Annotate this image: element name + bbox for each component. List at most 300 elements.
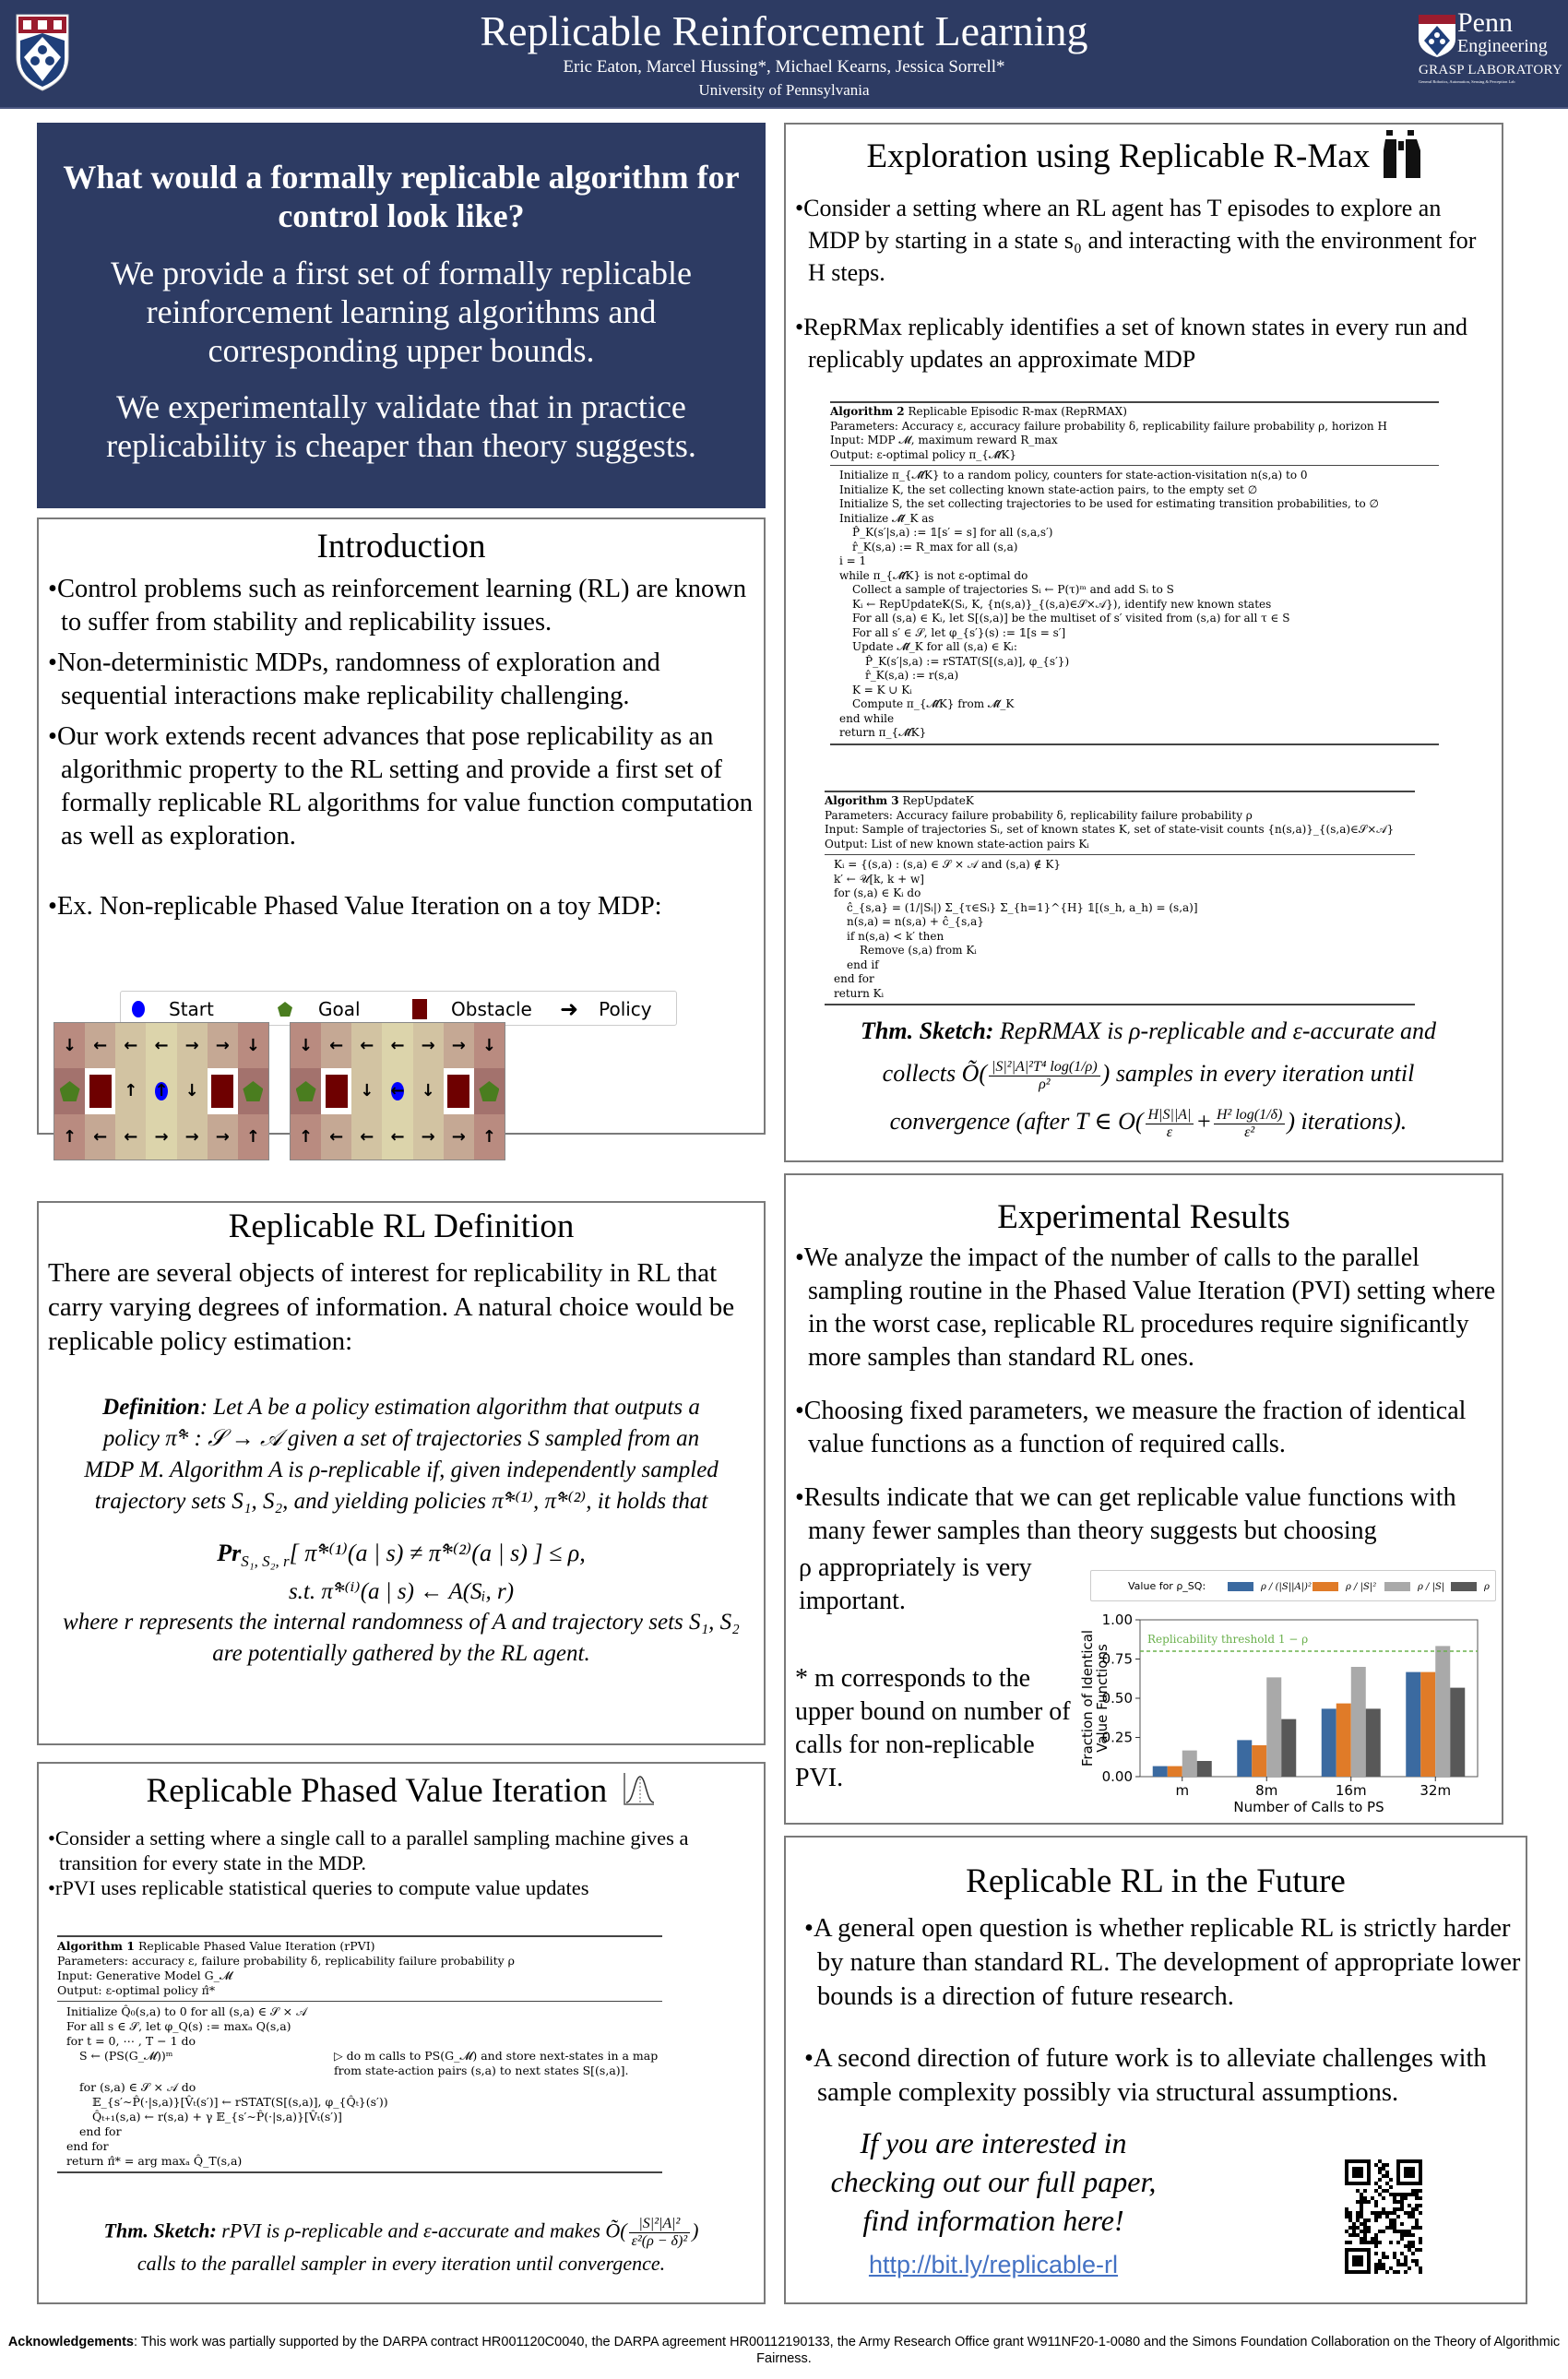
- bar-8m-series-0: [1237, 1740, 1252, 1777]
- policy-arrow-icon: →: [421, 1036, 435, 1056]
- obstacle-cell: [444, 1068, 474, 1113]
- ack-label: Acknowledgements: [7, 2335, 134, 2349]
- qr-module: [1385, 2163, 1389, 2167]
- qr-module: [1393, 2252, 1396, 2255]
- qr-module: [1363, 2230, 1367, 2233]
- acknowledgements: [0, 2334, 1568, 2367]
- y-axis-label: Fraction of Identical: [1079, 1629, 1096, 1767]
- thm-den: ε²(ρ − δ)²: [631, 2233, 688, 2249]
- goal-cell: [474, 1068, 505, 1113]
- algo-line: [834, 886, 1415, 901]
- qr-module: [1378, 2230, 1382, 2233]
- algorithm-2-header: [830, 403, 1439, 466]
- thm-num: H² log(1/δ): [1214, 1107, 1285, 1124]
- grid-cell: [474, 1114, 505, 1160]
- grid-cell: [54, 1023, 85, 1068]
- obstacle-icon: [89, 1075, 112, 1108]
- legend-swatch: [1228, 1582, 1253, 1591]
- qr-module: [1389, 2178, 1393, 2182]
- algo-line-text: K = K ∪ Kᵢ: [852, 683, 912, 696]
- qr-module: [1382, 2263, 1385, 2266]
- algo-line-text: i = 1: [839, 554, 867, 567]
- grid-cell: [321, 1023, 351, 1068]
- grid-cell: [85, 1114, 115, 1160]
- qr-module: [1356, 2233, 1360, 2237]
- qr-module: [1345, 2207, 1348, 2211]
- algo-line: [839, 640, 1439, 655]
- algo-line-text: Kᵢ ← RepUpdateK(Sᵢ, K, {n(s,a)}_{(s,a)∈𝒮×𝒜}), identify new known states: [852, 597, 1272, 611]
- exploration-bullets: [786, 192, 1502, 375]
- qr-module: [1378, 2159, 1382, 2163]
- qr-module: [1400, 2207, 1404, 2211]
- algo-line-text: Update 𝓜̂_K for all (s,a) ∈ Kᵢ:: [852, 640, 1017, 653]
- qr-module: [1360, 2215, 1363, 2218]
- qr-module: [1374, 2266, 1378, 2270]
- qr-finder: [1345, 2182, 1371, 2185]
- policy-arrow-icon: ↓: [299, 1036, 314, 1056]
- algo-name: Algorithm 2: [830, 405, 905, 418]
- algo-line: [834, 915, 1415, 930]
- qr-module: [1363, 2241, 1367, 2244]
- legend-swatch: [1384, 1582, 1410, 1591]
- algo-line-text: end while: [839, 711, 895, 725]
- rpvi-title-text: Replicable Phased Value Iteration: [146, 1772, 608, 1810]
- thm-den: ε: [1166, 1124, 1173, 1140]
- algo-line: [834, 930, 1415, 945]
- algo-line: [66, 2034, 662, 2049]
- qr-module: [1348, 2211, 1352, 2215]
- algo-line: [839, 554, 1439, 569]
- grid-cell: [208, 1023, 238, 1068]
- policy-arrow-icon: ↓: [360, 1081, 374, 1101]
- obstacle-icon: [211, 1075, 233, 1108]
- algo-line-text: Compute π_{𝓜̂K} from 𝓜̂_K: [852, 697, 1015, 710]
- bar-16m-series-3: [1366, 1708, 1381, 1777]
- qr-module: [1385, 2215, 1389, 2218]
- experiment-note: * m corresponds to the upper bound on number of calls for non-replicable PVI.: [795, 1664, 1071, 1792]
- qr-module: [1374, 2200, 1378, 2204]
- algo-line: [839, 626, 1439, 641]
- y-tick-label: 0.00: [1101, 1768, 1133, 1785]
- rpvi-bullet: •Consider a setting where a single call to a parallel sampling machine gives a transition for every state in the MDP.: [48, 1826, 689, 1875]
- goal-cell: [291, 1068, 321, 1113]
- algo-line-text: P̂_K(s′|s,a) := rSTAT(S[(s,a)], φ_{s′}): [865, 654, 1070, 668]
- logo-engineering-text: Engineering: [1457, 36, 1548, 56]
- future-panel: [784, 1836, 1527, 2304]
- qr-module: [1356, 2218, 1360, 2222]
- qr-module: [1382, 2174, 1385, 2178]
- qr-module: [1382, 2266, 1385, 2270]
- qr-finder: [1367, 2159, 1371, 2185]
- qr-module: [1348, 2233, 1352, 2237]
- legend-label: ρ / (|S||A|)²: [1261, 1581, 1312, 1592]
- algo-line: [839, 497, 1439, 512]
- algo-params: Parameters: Accuracy failure probability δ, replicability failure probability ρ: [825, 808, 1253, 822]
- algo-line-text: Initialize 𝓜̂_K as: [839, 511, 934, 525]
- algo-line-text: For all s ∈ 𝒮, let φ_Q(s) := maxₐ Q(s,a): [66, 2019, 291, 2033]
- policy-arrow-icon: ↓: [245, 1036, 260, 1056]
- formula-pr: Pr: [217, 1540, 242, 1566]
- policy-arrow-icon: ↑: [63, 1126, 77, 1147]
- algo-line-text: if n(s,a) < k′ then: [847, 929, 944, 943]
- algo-line: [839, 469, 1439, 483]
- algo-line: [839, 669, 1439, 684]
- qr-finder: [1345, 2248, 1371, 2252]
- policy-arrow-icon: →: [184, 1036, 199, 1056]
- paper-link[interactable]: http://bit.ly/replicable-rl: [868, 2251, 1119, 2278]
- intro-bullet: •Control problems such as reinforcement learning (RL) are known to suffer from stability and replicability issues.: [48, 575, 747, 636]
- algo-line-text: For all s′ ∈ 𝒮, let φ_{s′}(s) := 𝟙[s = s′]: [852, 625, 1066, 639]
- qr-module: [1345, 2215, 1348, 2218]
- policy-arrow-icon: ←: [390, 1036, 405, 1056]
- qr-module: [1371, 2237, 1374, 2241]
- qr-module: [1415, 2196, 1419, 2200]
- poster-title: Replicable Reinforcement Learning: [480, 7, 1088, 54]
- chart-legend: [1090, 1570, 1496, 1601]
- experiment-title: Experimental Results: [997, 1198, 1290, 1236]
- algo-line: [834, 944, 1415, 958]
- experimental-results-panel: [784, 1173, 1503, 1825]
- qr-module: [1419, 2204, 1422, 2207]
- y-tick-label: 0.75: [1101, 1650, 1133, 1668]
- qr-finder: [1396, 2182, 1422, 2185]
- policy-arrow-icon: →: [154, 1126, 169, 1147]
- algo-line-text: for (s,a) ∈ 𝒮 × 𝒜 do: [79, 2080, 196, 2094]
- qr-module: [1408, 2233, 1411, 2237]
- algo-line: [66, 2154, 662, 2169]
- policy-arrow-icon: ↓: [63, 1036, 77, 1056]
- algo-line: [66, 2095, 662, 2110]
- grid-cell: [413, 1068, 444, 1113]
- algo-line-text: Initialize π_{𝓜̂K} to a random policy, counters for state-action-visitation n(s,a) to 0: [839, 469, 1308, 482]
- qr-module: [1378, 2266, 1382, 2270]
- qr-module: [1404, 2263, 1408, 2266]
- algo-line-text: while π_{𝓜̂K} is not ε-optimal do: [839, 568, 1028, 582]
- qr-module: [1404, 2244, 1408, 2248]
- qr-module: [1408, 2266, 1411, 2270]
- qr-module: [1352, 2222, 1356, 2226]
- x-tick-label: 16m: [1335, 1782, 1367, 1799]
- algo-line: [839, 483, 1439, 498]
- algorithm-1-body: [57, 2002, 662, 2171]
- algorithm-1-header: [57, 1937, 662, 2002]
- qr-module: [1419, 2211, 1422, 2215]
- policy-arrow-icon: →: [215, 1036, 230, 1056]
- x-tick-label: m: [1175, 1782, 1190, 1799]
- qr-module: [1419, 2270, 1422, 2274]
- goal-icon: [296, 1081, 316, 1101]
- qr-module: [1404, 2270, 1408, 2274]
- grid-cell: [444, 1023, 474, 1068]
- qr-module: [1378, 2185, 1382, 2189]
- legend-label: ρ: [1484, 1581, 1490, 1592]
- explore-bullet: •Consider a setting where an RL agent has T episodes to explore an MDP by starting in a state s₀ and interacting with the environment for H steps.: [795, 195, 1477, 286]
- qr-module: [1393, 2211, 1396, 2215]
- poster-authors: Eric Eaton, Marcel Hussing*, Michael Kearns, Jessica Sorrell*: [563, 57, 1005, 77]
- thm-close: ): [692, 2218, 699, 2242]
- policy-arrow-icon: ←: [93, 1126, 108, 1147]
- algorithm-3-body: [825, 855, 1415, 1004]
- qr-module: [1415, 2263, 1419, 2266]
- policy-arrow-icon: ←: [329, 1126, 344, 1147]
- thm-collects: collects Õ(: [882, 1060, 987, 1087]
- grid-cell: [474, 1023, 505, 1068]
- algo-line: [66, 2049, 662, 2080]
- bar-32m-series-0: [1406, 1672, 1420, 1777]
- qr-module: [1382, 2196, 1385, 2200]
- qr-module: [1382, 2211, 1385, 2215]
- qr-module: [1400, 2237, 1404, 2241]
- policy-arrow-icon: ←: [124, 1126, 138, 1147]
- qr-module: [1389, 2222, 1393, 2226]
- algo-line: [66, 2080, 662, 2095]
- qr-module: [1348, 2226, 1352, 2230]
- qr-module: [1400, 2233, 1404, 2237]
- thm-fraction-2: [1146, 1107, 1194, 1141]
- qr-module: [1389, 2266, 1393, 2270]
- qr-module: [1378, 2178, 1382, 2182]
- qr-module: [1374, 2182, 1378, 2185]
- qr-module: [1415, 2222, 1419, 2226]
- results-bar-chart: [1081, 1611, 1496, 1823]
- algo-line-text: Kᵢ = {(s,a) : (s,a) ∈ 𝒮 × 𝒜 and (s,a) ∉ K}: [834, 858, 1061, 871]
- qr-module: [1363, 2222, 1367, 2226]
- algo-line-text: ĉ_{s,a} = (1/|Sᵢ|) Σ_{τ∈Sᵢ} Σ_{h=1}^{H} 𝟙[(s_h, a_h) = (s,a)]: [847, 900, 1198, 914]
- grid-cell: [115, 1114, 146, 1160]
- future-bullets: [786, 1911, 1526, 2110]
- qr-module: [1385, 2255, 1389, 2259]
- obstacle-cell: [85, 1068, 115, 1113]
- legend-swatch: [1451, 1582, 1477, 1591]
- qr-module: [1360, 2241, 1363, 2244]
- qr-finder: [1367, 2248, 1371, 2274]
- qr-module: [1389, 2241, 1393, 2244]
- policy-arrow-icon: ↑: [299, 1126, 314, 1147]
- bar-m-series-2: [1182, 1751, 1197, 1777]
- legend-obstacle: [412, 997, 532, 1021]
- algo-line-text: return π̂* = arg maxₐ Q̂_T(s,a): [66, 2154, 243, 2168]
- policy-arrow-icon: ←: [124, 1036, 138, 1056]
- formula-body: [ π̂*⁽¹⁾(a | s) ≠ π̂*⁽²⁾(a | s) ] ≤ ρ,: [289, 1540, 586, 1566]
- qr-module: [1389, 2211, 1393, 2215]
- qr-module: [1396, 2270, 1400, 2274]
- qr-module: [1411, 2226, 1415, 2230]
- algo-line-text: end for: [79, 2124, 122, 2138]
- qr-module: [1411, 2252, 1415, 2255]
- qr-module: [1378, 2193, 1382, 2196]
- qr-module: [1400, 2230, 1404, 2233]
- key-question: What would a formally replicable algorithm for control look like?: [63, 159, 740, 234]
- qr-module: [1393, 2222, 1396, 2226]
- algo-line: [839, 512, 1439, 527]
- policy-arrow-icon: ←: [360, 1036, 374, 1056]
- qr-module: [1385, 2211, 1389, 2215]
- algo-line-text: return Kᵢ: [834, 986, 885, 1000]
- algo-line-text: Initialize Q̂₀(s,a) to 0 for all (s,a) ∈ 𝒮 × 𝒜: [66, 2004, 307, 2018]
- qr-module: [1374, 2263, 1378, 2266]
- qr-module: [1393, 2218, 1396, 2222]
- qr-module: [1419, 2226, 1422, 2230]
- bar-m-series-0: [1153, 1766, 1168, 1777]
- rpvi-theorem: [39, 2216, 764, 2278]
- grid-cell: [291, 1114, 321, 1160]
- algo-line: [834, 987, 1415, 1002]
- grid-cell: [208, 1114, 238, 1160]
- start-cell: [146, 1068, 176, 1113]
- algo-line-text: r̂_K(s,a) := R_max for all (s,a): [852, 540, 1018, 553]
- qr-module: [1363, 2218, 1367, 2222]
- reprmax-theorem: [804, 1013, 1492, 1146]
- qr-module: [1419, 2189, 1422, 2193]
- grid-cell: [177, 1068, 208, 1113]
- qr-module: [1363, 2237, 1367, 2241]
- qr-module: [1374, 2204, 1378, 2207]
- qr-module: [1360, 2211, 1363, 2215]
- experiment-bullet-tail: ρ appropriately is very important.: [799, 1553, 1032, 1615]
- algo-line-text: Initialize K, the set collecting known state-action pairs, to the empty set ∅: [839, 482, 1258, 496]
- obstacle-cell: [321, 1068, 351, 1113]
- qr-module: [1382, 2230, 1385, 2233]
- qr-module: [1367, 2218, 1371, 2222]
- grid-cell: [177, 1023, 208, 1068]
- penn-small-shield-icon: [1419, 15, 1455, 57]
- qr-module: [1356, 2189, 1360, 2193]
- qr-module: [1415, 2248, 1419, 2252]
- formula-sub: S₁, S₂, r: [241, 1552, 290, 1571]
- thm-end: ) iterations).: [1287, 1108, 1408, 1135]
- qr-module: [1374, 2241, 1378, 2244]
- y-tick-label: 0.50: [1101, 1690, 1133, 1707]
- qr-module: [1374, 2244, 1378, 2248]
- algo-line-text: end for: [66, 2139, 109, 2153]
- qr-module: [1415, 2226, 1419, 2230]
- legend-label: ρ / |S|²: [1346, 1581, 1377, 1592]
- qr-module: [1404, 2196, 1408, 2200]
- qr-module: [1393, 2226, 1396, 2230]
- ack-text: : This work was partially supported by the DARPA contract HR001120C0040, the DARPA agreement HR00112190133, the Army Research Office grant W911NF20-1-0080 and the Simons Foundation Collaboration on the Theory of Algorithmic Fairness.: [134, 2335, 1561, 2366]
- qr-finder: [1345, 2159, 1348, 2185]
- algo-line-text: 𝔼_{s′∼P̂(·|s,a)}[V̂ₜ(s′)] ← rSTAT(S[(s,a)], φ_{Q̂ₜ}(s′)): [92, 2095, 388, 2109]
- qr-module: [1374, 2163, 1378, 2167]
- qr-module: [1382, 2255, 1385, 2259]
- qr-module: [1396, 2193, 1400, 2196]
- bar-16m-series-0: [1322, 1708, 1336, 1777]
- qr-module: [1360, 2237, 1363, 2241]
- grid-cell: [382, 1023, 412, 1068]
- grid-cell: [177, 1114, 208, 1160]
- experiment-bullet: •Choosing fixed parameters, we measure the fraction of identical value functions as a function of required calls.: [795, 1397, 1467, 1458]
- legend-start-label: Start: [169, 998, 214, 1020]
- qr-module: [1400, 2204, 1404, 2207]
- qr-module: [1404, 2230, 1408, 2233]
- qr-module: [1393, 2196, 1396, 2200]
- gaussian-icon: [623, 1771, 656, 1816]
- thm-num: |S|²|A|²: [629, 2216, 690, 2233]
- qr-module: [1378, 2211, 1382, 2215]
- policy-arrow-icon: ←: [390, 1126, 405, 1147]
- qr-module: [1374, 2233, 1378, 2237]
- definition-lead: There are several objects of interest for replicability in RL that carry varying degrees of information. A natural choice would be replicable policy estimation:: [48, 1258, 735, 1356]
- qr-module: [1374, 2237, 1378, 2241]
- thm-den: ε²: [1244, 1124, 1255, 1140]
- key-para-1: We provide a first set of formally replicable reinforcement learning algorithms and corresponding upper bounds.: [111, 255, 692, 369]
- qr-module: [1396, 2200, 1400, 2204]
- experiment-bullet: •Results indicate that we can get replicable value functions with many fewer samples than theory suggests but choosing: [795, 1483, 1456, 1545]
- qr-module: [1415, 2207, 1419, 2211]
- qr-module: [1411, 2259, 1415, 2263]
- intro-bullet: •Our work extends recent advances that pose replicability as an algorithmic property to the RL setting and provide a first set of formally replicable RL algorithms for value function computation as well as exploration.: [48, 722, 754, 850]
- qr-module: [1374, 2215, 1378, 2218]
- qr-module: [1345, 2230, 1348, 2233]
- algo-line: [66, 2019, 662, 2034]
- poster-affiliation: University of Pennsylvania: [698, 81, 870, 99]
- experiment-bullets: [786, 1242, 1502, 1548]
- intro-bullet: •Non-deterministic MDPs, randomness of exploration and sequential interactions make replicability challenging.: [48, 648, 660, 710]
- qr-finder: [1396, 2159, 1400, 2185]
- qr-module: [1367, 2226, 1371, 2230]
- bar-8m-series-1: [1252, 1745, 1266, 1777]
- algo-input: Input: Generative Model G_𝓜: [57, 1969, 232, 1982]
- algo-output: Output: List of new known state-action pairs Kᵢ: [825, 837, 1089, 850]
- algorithm-2-box: [830, 401, 1439, 745]
- bar-32m-series-1: [1420, 1672, 1435, 1777]
- policy-arrow-icon: ←: [329, 1036, 344, 1056]
- qr-module: [1411, 2189, 1415, 2193]
- qr-module: [1411, 2241, 1415, 2244]
- logo-penn-text: Penn: [1457, 7, 1513, 38]
- introduction-bullets: [39, 573, 764, 923]
- definition-label: Definition: [102, 1395, 200, 1420]
- qr-module: [1385, 2174, 1389, 2178]
- thm-fraction-3: [1214, 1107, 1285, 1141]
- qr-module: [1389, 2193, 1393, 2196]
- qr-code[interactable]: [1345, 2159, 1422, 2275]
- legend-item-series-0: [1228, 1576, 1312, 1597]
- goal-icon: [243, 1081, 263, 1101]
- qr-module: [1352, 2226, 1356, 2230]
- policy-arrow-icon: ➜: [560, 996, 579, 1022]
- algo-line-text: Remove (s,a) from Kᵢ: [860, 944, 977, 957]
- algo-line: [66, 2004, 662, 2019]
- qr-module: [1408, 2204, 1411, 2207]
- qr-module: [1408, 2230, 1411, 2233]
- qr-module: [1378, 2259, 1382, 2263]
- qr-module: [1415, 2204, 1419, 2207]
- bar-32m-series-2: [1435, 1646, 1450, 1777]
- qr-module: [1415, 2218, 1419, 2222]
- start-icon: [132, 1001, 145, 1017]
- qr-module: [1408, 2215, 1411, 2218]
- grid-cell: [351, 1068, 382, 1113]
- mdp-grid-left: [53, 1022, 269, 1160]
- grid-cell: [238, 1114, 268, 1160]
- qr-module: [1360, 2200, 1363, 2204]
- qr-module: [1371, 2241, 1374, 2244]
- penn-engineering-grasp-logo: [1419, 7, 1563, 85]
- start-cell: [382, 1068, 412, 1113]
- qr-module: [1382, 2163, 1385, 2167]
- chart-legend-title: Value for ρ_SQ:: [1128, 1580, 1206, 1592]
- qr-module: [1411, 2193, 1415, 2196]
- bar-16m-series-1: [1336, 1704, 1351, 1777]
- qr-module: [1352, 2230, 1356, 2233]
- algo-line: [839, 598, 1439, 613]
- qr-module: [1385, 2189, 1389, 2193]
- future-bullet: •A general open question is whether replicable RL is strictly harder by nature than standard RL. The development of appropriate lower bounds is a direction of future research.: [804, 1914, 1521, 2011]
- logo-grasp-subtitle: General Robotics, Automation, Sensing & Perception Lab: [1419, 79, 1515, 84]
- qr-module: [1415, 2193, 1419, 2196]
- qr-module: [1408, 2211, 1411, 2215]
